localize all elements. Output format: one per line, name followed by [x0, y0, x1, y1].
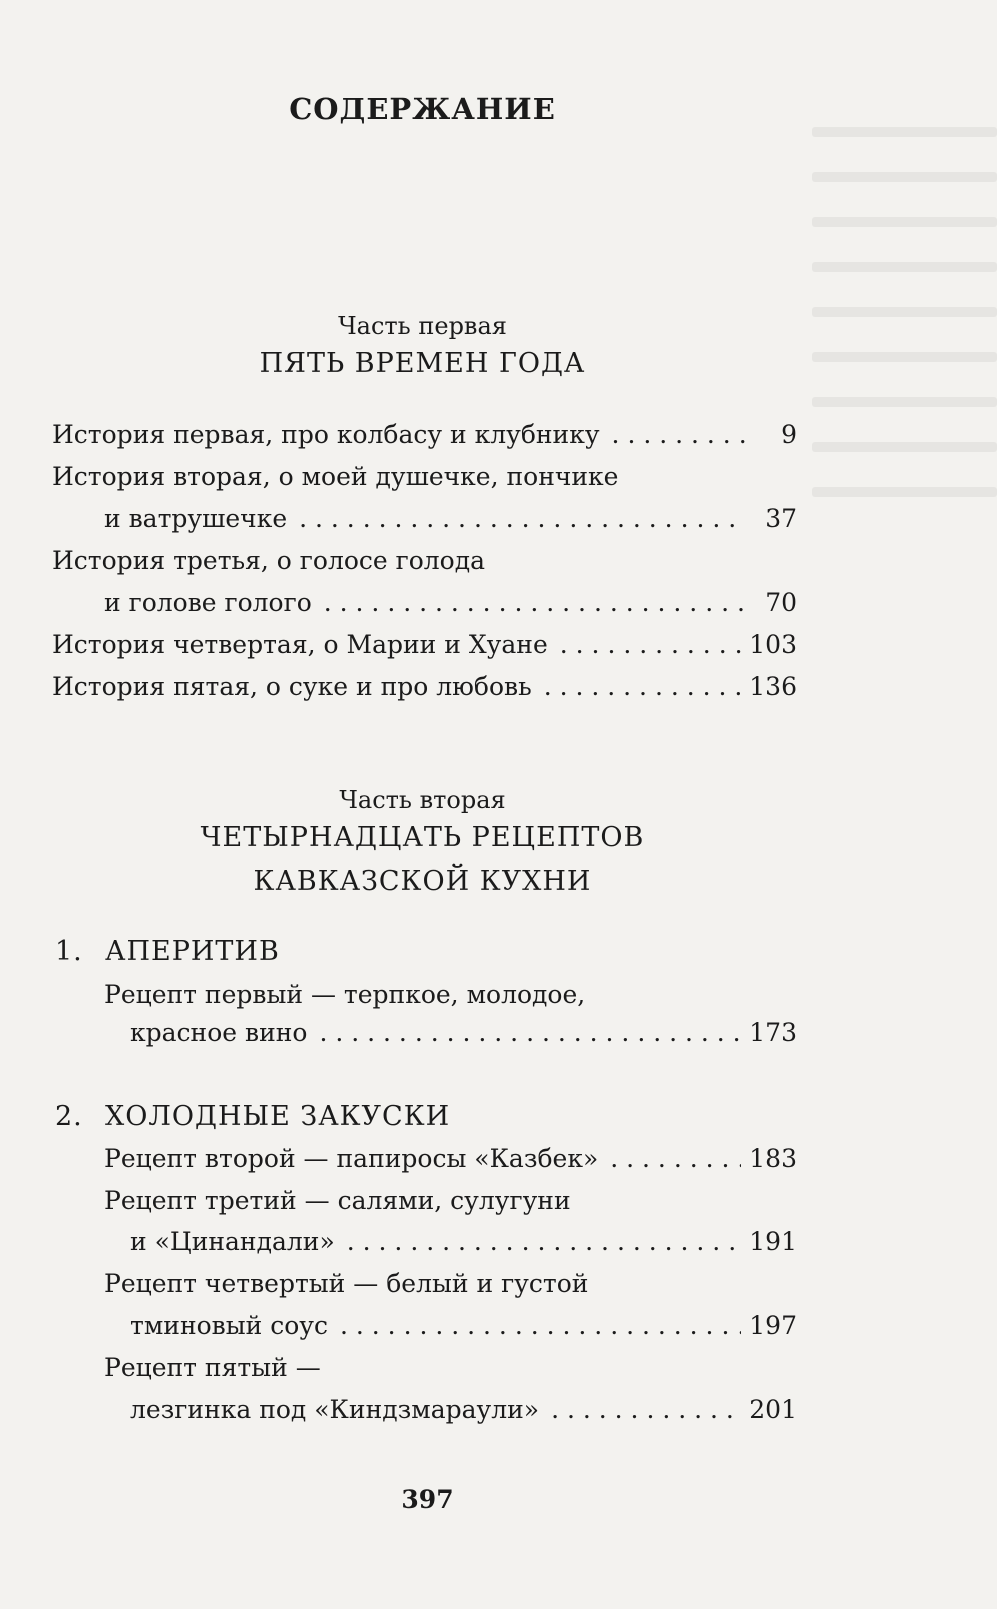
entry-text: История вторая, о моей душечке, пончике: [52, 462, 619, 491]
toc-entry-2-line-1[interactable]: [52, 457, 797, 497]
toc-entry-3-line-2[interactable]: [104, 583, 797, 623]
entry-text: Рецепт второй — папиросы «Казбек»: [104, 1144, 599, 1173]
toc-entry-4[interactable]: [52, 625, 797, 665]
entry-text: и ватрушечке: [104, 504, 288, 533]
recipe-entry-3-line-1[interactable]: [104, 1181, 797, 1221]
toc-entry-1[interactable]: [52, 415, 797, 455]
part-1-title: ПЯТЬ ВРЕМЕН ГОДА: [259, 348, 586, 379]
leader-dots: [340, 1306, 741, 1346]
entry-text: и «Цинандали»: [130, 1227, 335, 1256]
toc-entry-3-line-1[interactable]: [52, 541, 797, 581]
entry-text: тминовый соус: [130, 1311, 328, 1340]
section-title: АПЕРИТИВ: [105, 936, 280, 967]
entry-page: 136: [749, 672, 797, 701]
leader-dots: [610, 1139, 741, 1179]
bleed-through-text: [812, 92, 997, 512]
entry-page: 173: [749, 1018, 797, 1047]
section-number: 1.: [55, 936, 83, 967]
entry-text: Рецепт пятый —: [104, 1353, 321, 1382]
entry-text: История третья, о голосе голода: [52, 546, 486, 575]
recipe-entry-5-line-2[interactable]: [130, 1390, 797, 1430]
recipe-entry-4-line-1[interactable]: [104, 1264, 797, 1304]
leader-dots: [324, 583, 745, 623]
leader-dots: [551, 1390, 741, 1430]
entry-page: 103: [749, 630, 797, 659]
toc-entry-2-line-2[interactable]: [104, 499, 797, 539]
entry-text: Рецепт первый — терпкое, молодое,: [104, 980, 586, 1009]
toc-entry-5[interactable]: [52, 667, 797, 707]
section-2-heading: [55, 1095, 450, 1139]
page-number: 397: [401, 1485, 454, 1514]
recipe-entry-1-line-1[interactable]: [104, 975, 797, 1015]
entry-page: 70: [765, 588, 797, 617]
entry-text: История первая, про колбасу и клубнику: [52, 420, 600, 449]
leader-dots: [612, 415, 745, 455]
part-2-label: Часть вторая: [339, 786, 506, 814]
leader-dots: [544, 667, 742, 707]
entry-text: красное вино: [130, 1018, 308, 1047]
leader-dots: [319, 1013, 741, 1053]
entry-text: лезгинка под «Киндзмараули»: [130, 1395, 540, 1424]
entry-page: 9: [781, 420, 797, 449]
part-2-title-line-1: ЧЕТЫРНАДЦАТЬ РЕЦЕПТОВ: [200, 822, 645, 853]
entry-page: 191: [749, 1227, 797, 1256]
leader-dots: [560, 625, 742, 665]
entry-text: и голове голого: [104, 588, 312, 617]
part-2-title-line-2: КАВКАЗСКОЙ КУХНИ: [253, 866, 592, 897]
section-number: 2.: [55, 1101, 83, 1132]
entry-text: История пятая, о суке и про любовь: [52, 672, 532, 701]
recipe-entry-4-line-2[interactable]: [130, 1306, 797, 1346]
entry-page: 37: [765, 504, 797, 533]
recipe-entry-2[interactable]: [104, 1139, 797, 1179]
leader-dots: [299, 499, 745, 539]
recipe-entry-5-line-1[interactable]: [104, 1348, 797, 1388]
entry-text: История четвертая, о Марии и Хуане: [52, 630, 548, 659]
part-1-label: Часть первая: [338, 312, 507, 340]
leader-dots: [347, 1222, 742, 1262]
section-title: ХОЛОДНЫЕ ЗАКУСКИ: [105, 1101, 451, 1132]
entry-text: Рецепт третий — салями, сулугуни: [104, 1186, 571, 1215]
entry-page: 183: [749, 1144, 797, 1173]
recipe-entry-1-line-2[interactable]: [130, 1013, 797, 1053]
entry-text: Рецепт четвертый — белый и густой: [104, 1269, 589, 1298]
section-1-heading: [55, 930, 280, 974]
recipe-entry-3-line-2[interactable]: [130, 1222, 797, 1262]
entry-page: 197: [749, 1311, 797, 1340]
toc-title: СОДЕРЖАНИЕ: [289, 92, 556, 126]
entry-page: 201: [749, 1395, 797, 1424]
